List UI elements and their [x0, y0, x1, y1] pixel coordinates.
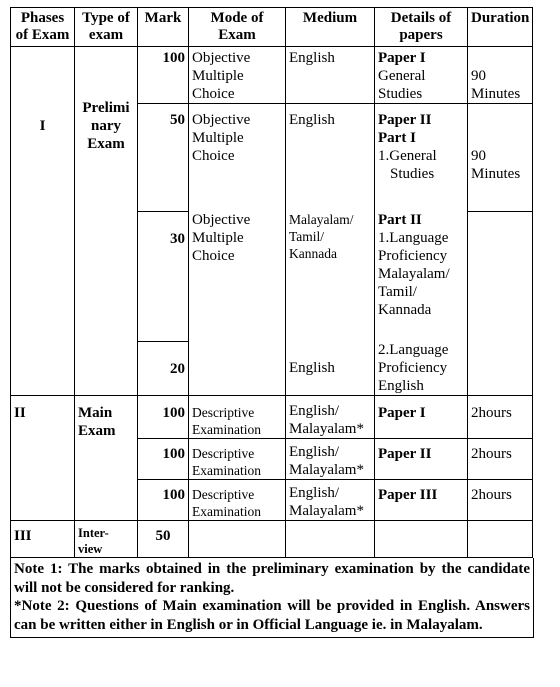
medium-cell: English	[286, 47, 375, 104]
exam-scheme-table	[10, 7, 533, 558]
duration-cell: 90 Minutes	[468, 104, 533, 212]
medium-cell: English	[286, 341, 375, 396]
table-row	[11, 521, 533, 558]
mark-cell: 30	[138, 211, 189, 341]
mode-cell: Objective Multiple Choice	[189, 104, 286, 212]
mode-cell: Objective Multiple Choice	[189, 211, 286, 341]
duration-cell	[468, 211, 533, 396]
details-cell: Paper I General Studies	[375, 47, 468, 104]
duration-cell: 2hours	[468, 396, 533, 439]
mark-cell: 100	[138, 47, 189, 104]
mode-cell	[189, 521, 286, 558]
mark-cell: 50	[138, 104, 189, 212]
medium-cell: English	[286, 104, 375, 212]
details-cell: Paper III	[375, 480, 468, 521]
mark-cell: 100	[138, 439, 189, 480]
exam-scheme	[10, 7, 532, 638]
mode-cell: Descriptive Examination	[189, 480, 286, 521]
duration-cell	[468, 521, 533, 558]
header-mode: Mode of Exam	[189, 8, 286, 47]
mark-cell: 20	[138, 341, 189, 396]
mark-cell: 100	[138, 480, 189, 521]
medium-cell: English/ Malayalam*	[286, 480, 375, 521]
exam-type: Inter- view	[75, 521, 138, 558]
medium-cell: Malayalam/ Tamil/ Kannada	[286, 211, 375, 341]
note-2: *Note 2: Questions of Main examination will be provided in English. Answers can be written either in English or in Official Language ie. in Malayalam.	[14, 598, 530, 633]
medium-cell	[286, 521, 375, 558]
mode-cell: Descriptive Examination	[189, 439, 286, 480]
details-cell	[375, 521, 468, 558]
details-cell: Paper II	[375, 439, 468, 480]
header-medium: Medium	[286, 8, 375, 47]
details-cell: Part II 1.Language Proficiency Malayalam/ Tamil/ Kannada	[375, 211, 468, 341]
medium-cell: English/ Malayalam*	[286, 439, 375, 480]
notes-box	[10, 558, 534, 638]
header-type: Type of exam	[75, 8, 138, 47]
table-row	[11, 47, 533, 104]
duration-cell: 2hours	[468, 480, 533, 521]
exam-type: Prelimi nary Exam	[75, 47, 138, 396]
header-details: Details of papers	[375, 8, 468, 47]
note-1: Note 1: The marks obtained in the preliminary examination by the candidate will not be considered for ranking.	[14, 561, 530, 596]
header-row	[11, 8, 533, 47]
header-mark: Mark	[138, 8, 189, 47]
exam-type: Main Exam	[75, 396, 138, 521]
mark-cell: 100	[138, 396, 189, 439]
mode-cell: Descriptive Examination	[189, 396, 286, 439]
table-row	[11, 396, 533, 439]
phase-label: III	[11, 521, 75, 558]
header-duration: Duration	[468, 8, 533, 47]
phase-label: I	[11, 47, 75, 396]
duration-cell: 2hours	[468, 439, 533, 480]
details-cell: Paper II Part I 1.General Studies	[375, 104, 468, 212]
mode-cell: Objective Multiple Choice	[189, 47, 286, 104]
medium-cell: English/ Malayalam*	[286, 396, 375, 439]
mark-cell: 50	[138, 521, 189, 558]
header-phases: Phases of Exam	[11, 8, 75, 47]
phase-label: II	[11, 396, 75, 521]
duration-cell: 90 Minutes	[468, 47, 533, 104]
details-cell: 2.Language Proficiency English	[375, 341, 468, 396]
details-cell: Paper I	[375, 396, 468, 439]
mode-cell	[189, 341, 286, 396]
